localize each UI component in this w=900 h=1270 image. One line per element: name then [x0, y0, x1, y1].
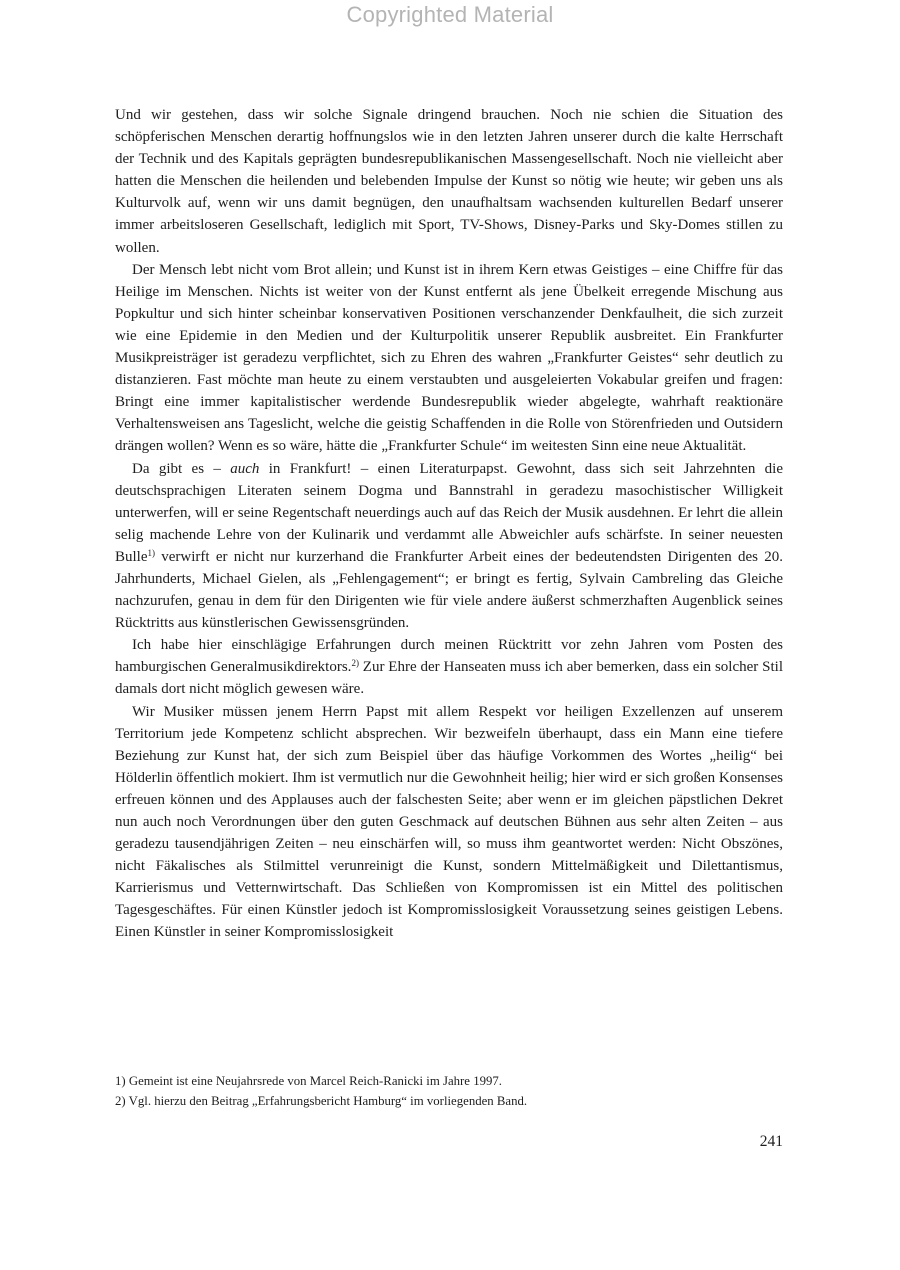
footnote-2: 2) Vgl. hierzu den Beitrag „Erfahrungsbericht Hamburg“ im vorliegenden Band.: [115, 1094, 528, 1108]
footnote-ref-1: 1): [147, 547, 155, 558]
paragraph-2: Der Mensch lebt nicht vom Brot allein; und Kunst ist in ihrem Kern etwas Geistiges – eine Chiffre für das Heilige im Menschen. Nichts ist weiter von der Kunst entfernt als jene Übelkeit erregende Mischung aus Popkultur und sich hinter scheinbar konservativen Positionen verschanzender Denkfaulheit, die sich zurzeit wie eine Epidemie in den Medien und der Kulturpolitik unserer Republik ausbreitet. Ein Frankfurter Musikpreisträger ist geradezu verpflichtet, sich zu Ehren des wahren „Frankfurter Geistes“ sehr deutlich zu distanzieren. Fast möchte man heute zu einem verstaubten und ausgeleierten Vokabular greifen und fragen: Bringt eine immer kapitalistischer werdende Bundesrepublik wieder abgelegte, wahrhaft reaktionäre Verhaltensweisen ans Tageslicht, welche die geistig Schaffenden in die Rolle von Störenfrieden und Outsidern drängen wollen? Wenn es so wäre, hätte die „Frankfurter Schule“ im weitesten Sinn eine neue Aktualität.: [115, 261, 783, 455]
paragraph-3: [115, 458, 783, 635]
paragraph-3-start: Da gibt es –: [132, 460, 231, 477]
page-content: [115, 104, 783, 944]
emphasis-auch: auch: [230, 460, 260, 477]
paragraph-3-end: verwirft er nicht nur kurzerhand die Frankfurter Arbeit eines der bedeutendsten Dirigenten des 20. Jahrhunderts, Michael Gielen, als „Fehlengagement“; er bringt es fertig, Sylvain Cambreling das Gleiche nachzurufen, genau in dem für den Dirigenten wie für viele andere äußerst schmerzhaften Augenblick seines Rücktritts aus künstlerischen Gewissensgründen.: [115, 548, 783, 632]
paragraph-1: Und wir gestehen, dass wir solche Signale dringend brauchen. Noch nie schien die Situation des schöpferischen Menschen derartig hoffnungslos wie in den letzten Jahren unserer durch die kalte Herrschaft der Technik und des Kapitals geprägten bundesrepublikanischen Massengesellschaft. Noch nie vielleicht aber hatten die Menschen die heilenden und belebenden Impulse der Kunst so nötig wie heute; wir geben uns als Kulturvolk auf, wenn wir uns damit begnügen, den unaufhaltsam wachsenden kulturellen Bedarf unserer immer arbeitsloseren Gesellschaft, lediglich mit Sport, TV-Shows, Disney-Parks und Sky-Domes stillen zu wollen.: [115, 107, 783, 256]
paragraph-5: Wir Musiker müssen jenem Herrn Papst mit allem Respekt vor heiligen Exzellenzen auf unserem Territorium jede Kompetenz schlicht absprechen. Wir bezweifeln überhaupt, dass ein Mann eine tiefere Beziehung zur Kunst hat, der sich zum Beispiel über das häufige Vorkommen des Wortes „heilig“ bei Hölderlin öffentlich mokiert. Ihm ist vermutlich nur die Gewohnheit heilig; hier wird er sich großen Konsenses erfreuen können und des Applauses auch der falschesten Seite; aber wenn er im gleichen päpstlichen Dekret nun auch noch Verordnungen über den guten Geschmack auf deutschen Bühnen aus sehr alten Zeiten – aus geradezu tausendjährigen Zeiten – neu einschärfen will, so muss ihm geantwortet werden: Nicht Obszönes, nicht Fäkalisches als Stilmittel verunreinigt die Kunst, sondern Mittelmäßigkeit und Dilettantismus, Karrierismus und Vetternwirtschaft. Das Schließen von Kompromissen ist ein Mittel des politischen Tagesgeschäftes. Für einen Künstler jedoch ist Kompromisslosigkeit Voraussetzung seines geistigen Lebens. Einen Künstler in seiner Kompromisslosigkeit: [115, 703, 783, 941]
paragraph-3-middle: in Frankfurt! – einen Literaturpapst. Gewohnt, dass sich seit Jahrzehnten die deutschsprachigen Literaten seinem Dogma und Bannstrahl in geradezu masochistischer Willigkeit unterwerfen, will er seine Regentschaft neuerdings auch auf das Reich der Musik ausdehnen. Er lehrt die allein selig machende Lehre von der Kulinarik und verdammt alle Abweichler aufs schärfste. In seiner neuesten Bulle: [115, 460, 783, 565]
body-text: [115, 104, 783, 944]
footnotes: [115, 1071, 783, 1111]
footnote-ref-2: 2): [351, 658, 359, 669]
copyright-watermark: Copyrighted Material: [346, 2, 554, 27]
paragraph-4-end: Zur Ehre der Hanseaten muss ich aber bemerken, dass ein solcher Stil damals dort nicht möglich gewesen wäre.: [115, 659, 783, 698]
paragraph-4: [115, 634, 783, 700]
page-number: 241: [759, 1133, 783, 1150]
paragraph-4-start: Ich habe hier einschlägige Erfahrungen durch meinen Rücktritt vor zehn Jahren vom Posten des hamburgischen Generalmusikdirektors.: [115, 637, 783, 676]
footnote-1: 1) Gemeint ist eine Neujahrsrede von Marcel Reich-Ranicki im Jahre 1997.: [115, 1074, 502, 1088]
